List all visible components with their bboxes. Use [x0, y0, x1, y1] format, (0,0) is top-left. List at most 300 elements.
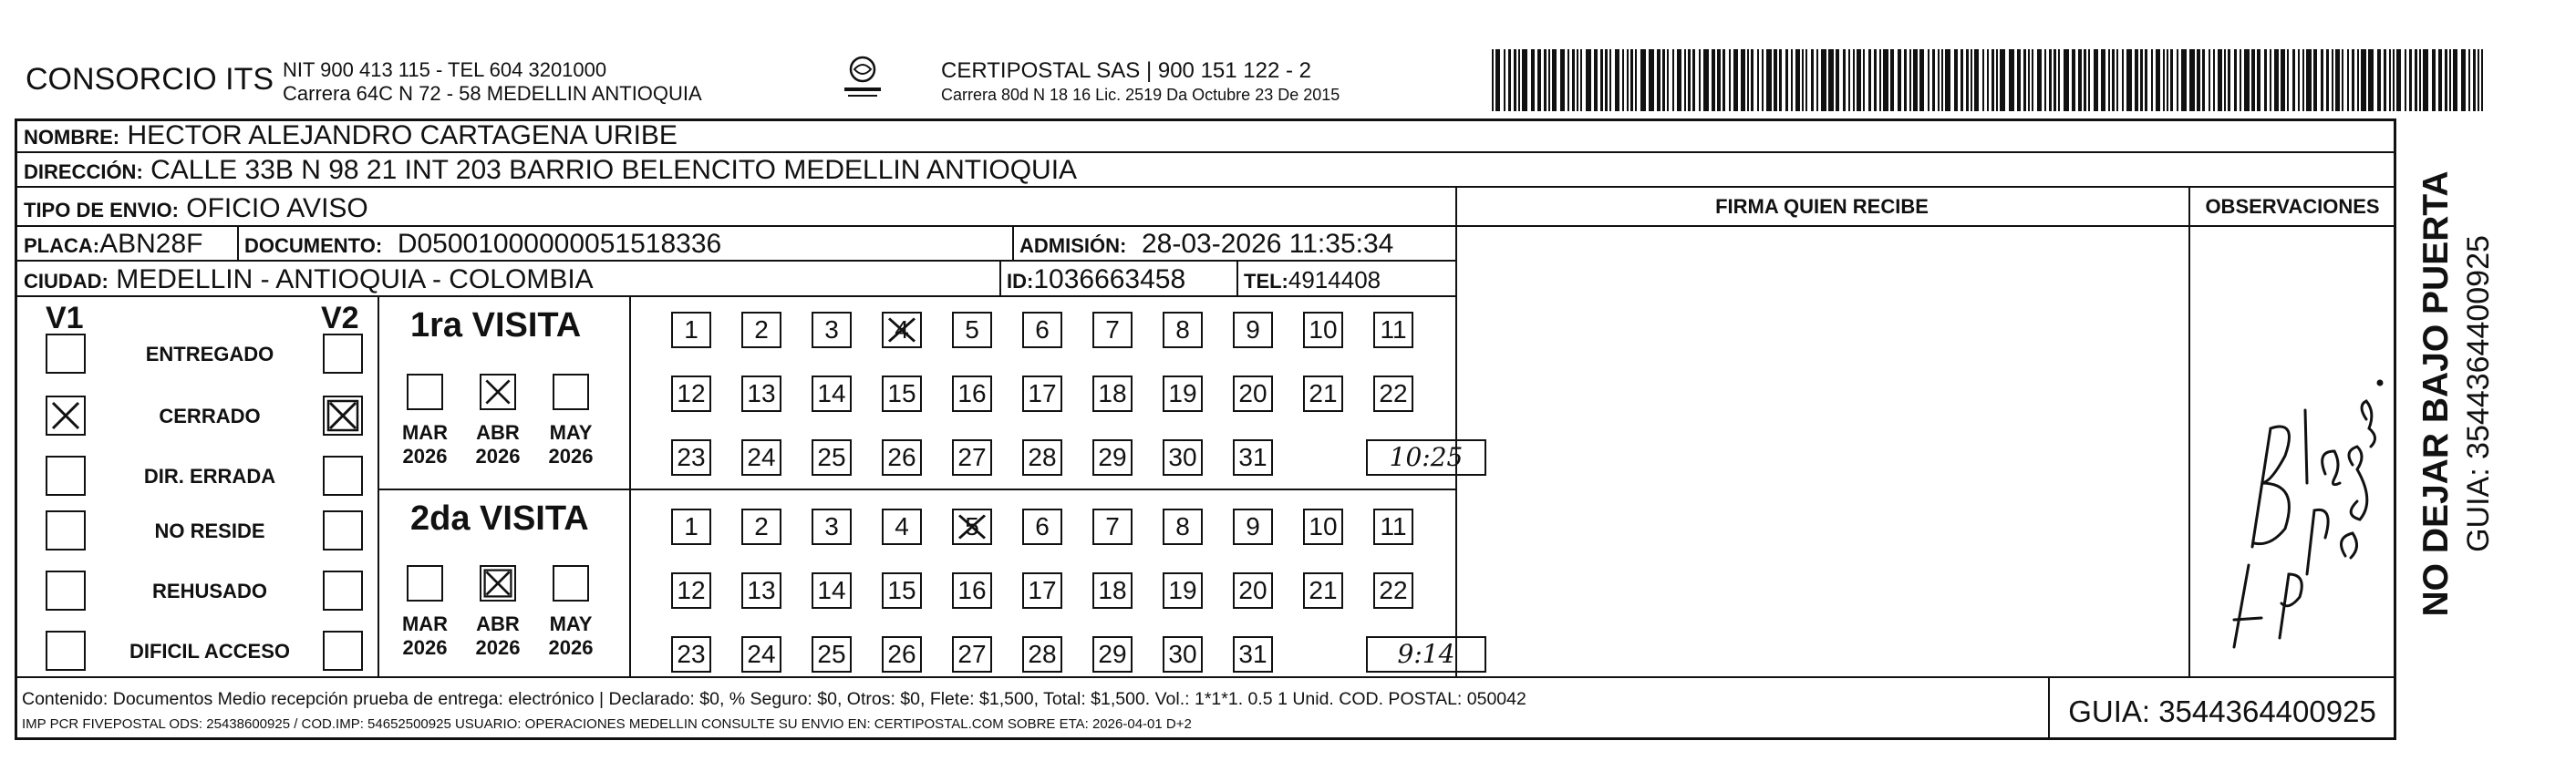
status-label: DIFICIL ACCESO [129, 640, 290, 663]
barcode-bar [2335, 49, 2340, 111]
v1-label: V1 [46, 301, 84, 335]
day-box[interactable]: 7 [1092, 312, 1133, 348]
barcode-bar [2140, 49, 2143, 111]
barcode-bar [2468, 49, 2470, 111]
barcode-bar [1605, 49, 1608, 111]
barcode-bar [1495, 49, 1500, 111]
day-box[interactable]: 11 [1373, 312, 1413, 348]
v2-status-checkbox[interactable] [323, 631, 363, 671]
admission-row [1019, 229, 1393, 260]
barcode-bar [1552, 49, 1557, 111]
day-box[interactable]: 18 [1092, 572, 1133, 609]
barcode-bar [2257, 49, 2260, 111]
barcode-bar [1677, 49, 1681, 111]
barcode-bar [2432, 49, 2436, 111]
barcode-bar [2218, 49, 2222, 111]
barcode-bar [1795, 49, 1800, 111]
day-box[interactable]: 21 [1303, 376, 1343, 412]
barcode-bar [2167, 49, 2168, 111]
shipment-type: OFICIO AVISO [186, 193, 368, 223]
check-mark-icon [954, 510, 990, 543]
day-box[interactable]: 27 [952, 439, 992, 476]
day-box[interactable]: 3 [812, 509, 852, 545]
carrier-license: Carrera 80d N 18 16 Lic. 2519 Da Octubre 23 De 2015 [941, 86, 1340, 104]
day-box[interactable]: 9 [1233, 509, 1273, 545]
barcode-bar [1544, 49, 1547, 111]
barcode-bar [1928, 49, 1929, 111]
day-box[interactable]: 24 [741, 636, 781, 673]
day-box[interactable]: 17 [1022, 572, 1062, 609]
barcode-bar [1514, 49, 1516, 111]
month-checkbox[interactable] [553, 374, 589, 410]
barcode-bar [2352, 49, 2354, 111]
day-box[interactable]: 5 [952, 509, 992, 545]
day-box[interactable]: 16 [952, 572, 992, 609]
barcode-bar [2473, 49, 2476, 111]
barcode-bar [1688, 49, 1691, 111]
barcode-bar [1863, 49, 1865, 111]
day-box[interactable]: 6 [1022, 312, 1062, 348]
barcode-bar [1600, 49, 1603, 111]
v2-status-checkbox[interactable] [323, 396, 363, 436]
first-visit-title: 1ra VISITA [410, 306, 582, 345]
barcode-bar [1747, 49, 1749, 111]
barcode-bar [2017, 49, 2021, 111]
month-name: MAR [401, 421, 449, 444]
day-box[interactable]: 6 [1022, 509, 1062, 545]
day-box[interactable]: 10 [1303, 509, 1343, 545]
barcode-bar [2064, 49, 2069, 111]
name-row [24, 120, 678, 151]
barcode-bar [1890, 49, 1894, 111]
barcode-bar [1733, 49, 1738, 111]
barcode-bar [1699, 49, 1701, 111]
barcode-bar [1874, 49, 1877, 111]
barcode-bar [2384, 49, 2386, 111]
day-box[interactable]: 13 [741, 572, 781, 609]
barcode-bar [1938, 49, 1940, 111]
barcode-bar [2326, 49, 2329, 111]
day-box[interactable]: 31 [1233, 636, 1273, 673]
day-box[interactable]: 9 [1233, 312, 1273, 348]
tel-label: TEL: [1244, 270, 1288, 293]
barcode-bar [1657, 49, 1660, 111]
barcode-bar [2244, 49, 2250, 111]
admission-value: 28-03-2026 11:35:34 [1142, 229, 1394, 259]
barcode-bar [2302, 49, 2304, 111]
barcode-bar [1504, 49, 1505, 111]
barcode-bar [2415, 49, 2417, 111]
barcode-bar [1630, 49, 1633, 111]
barcode-bar [1723, 49, 1725, 111]
day-box[interactable]: 8 [1163, 509, 1203, 545]
barcode-bar [2151, 49, 2153, 111]
barcode-bar [2108, 49, 2110, 111]
barcode-bar [1703, 49, 1709, 111]
admission-label: ADMISIÓN: [1019, 234, 1127, 257]
check-mark-icon [481, 376, 514, 408]
barcode-bar [1684, 49, 1686, 111]
barcode-bar [1805, 49, 1807, 111]
barcode-bar [1640, 49, 1646, 111]
barcode-bar [2037, 49, 2042, 111]
barcode-bar [2292, 49, 2295, 111]
day-box[interactable]: 28 [1022, 636, 1062, 673]
barcode-bar [2197, 49, 2200, 111]
day-box[interactable]: 29 [1092, 439, 1133, 476]
day-box[interactable]: 19 [1163, 572, 1203, 609]
v1-status-checkbox[interactable] [46, 396, 86, 436]
day-box[interactable]: 11 [1373, 509, 1413, 545]
v1-status-checkbox[interactable] [46, 571, 86, 611]
barcode-bar [2181, 49, 2187, 111]
barcode-bar [2135, 49, 2138, 111]
tel-row [1244, 266, 1381, 294]
barcode-bar [2116, 49, 2118, 111]
id-row [1007, 264, 1185, 295]
id-label: ID: [1007, 270, 1034, 293]
barcode-bar [1531, 49, 1535, 111]
status-label: DIR. ERRADA [143, 465, 276, 488]
month-label [464, 612, 532, 660]
day-box[interactable]: 4 [882, 312, 922, 348]
barcode-bar [2234, 49, 2237, 111]
day-box[interactable]: 19 [1163, 376, 1203, 412]
barcode-bar [2377, 49, 2381, 111]
barcode-bar [2298, 49, 2300, 111]
observations-label: OBSERVACIONES [2205, 195, 2380, 218]
barcode-bar [1492, 49, 1494, 111]
barcode-bar [1913, 49, 1918, 111]
check-mark-icon [481, 567, 514, 600]
day-box[interactable]: 21 [1303, 572, 1343, 609]
barcode-bar [2481, 49, 2483, 111]
type-label: TIPO DE ENVIO: [24, 199, 179, 221]
barcode-bar [1560, 49, 1565, 111]
day-box[interactable]: 2 [741, 509, 781, 545]
v1-status-checkbox[interactable] [46, 334, 86, 374]
barcode-bar [2478, 49, 2479, 111]
barcode-bar [2306, 49, 2312, 111]
barcode-bar [1667, 49, 1669, 111]
barcode-bar [2438, 49, 2442, 111]
carrier-name: CERTIPOSTAL SAS | 900 151 122 - 2 [941, 58, 1311, 83]
second-visit-title: 2da VISITA [410, 499, 589, 538]
v2-status-checkbox[interactable] [323, 456, 363, 496]
barcode-bar [2264, 49, 2267, 111]
barcode-bar [1712, 49, 1715, 111]
day-box[interactable]: 26 [882, 439, 922, 476]
barcode-bar [1816, 49, 1818, 111]
month-checkbox[interactable] [480, 374, 516, 410]
barcode-bar [1729, 49, 1731, 111]
barcode-bar [2357, 49, 2359, 111]
barcode-bar [1982, 49, 1984, 111]
month-checkbox[interactable] [407, 374, 443, 410]
barcode-bar [1898, 49, 1901, 111]
barcode-bar [2321, 49, 2323, 111]
barcode-bar [2088, 49, 2090, 111]
barcode-bar [1883, 49, 1888, 111]
month-checkbox[interactable] [553, 565, 589, 602]
v1-status-checkbox[interactable] [46, 631, 86, 671]
day-box[interactable]: 14 [812, 376, 852, 412]
barcode-bar [2209, 49, 2210, 111]
barcode-bar [1974, 49, 1979, 111]
barcode-bar [2058, 49, 2060, 111]
month-year: 2026 [402, 636, 448, 659]
barcode-bar [1580, 49, 1582, 111]
barcode-bar [1672, 49, 1674, 111]
month-year: 2026 [548, 636, 594, 659]
barcode-bar [2156, 49, 2160, 111]
barcode-bar [1774, 49, 1777, 111]
barcode-bar [2094, 49, 2098, 111]
day-box[interactable]: 30 [1163, 636, 1203, 673]
check-mark-icon [47, 397, 84, 434]
barcode-bar [1577, 49, 1578, 111]
day-box[interactable]: 22 [1373, 376, 1413, 412]
barcode-bar [2423, 49, 2428, 111]
barcode-bar [1537, 49, 1541, 111]
day-box[interactable]: 8 [1163, 312, 1203, 348]
barcode-bar [2054, 49, 2056, 111]
barcode-bar [2000, 49, 2005, 111]
address-row [24, 155, 1077, 186]
barcode-bar [2313, 49, 2317, 111]
barcode-bar [2170, 49, 2173, 111]
month-checkbox[interactable] [407, 565, 443, 602]
day-box[interactable]: 2 [741, 312, 781, 348]
barcode-bar [1717, 49, 1721, 111]
city-row [24, 264, 594, 295]
day-box[interactable]: 1 [671, 509, 711, 545]
barcode-bar [2461, 49, 2466, 111]
barcode-bar [1791, 49, 1793, 111]
day-box[interactable]: 1 [671, 312, 711, 348]
observations-handwriting [2198, 346, 2389, 656]
barcode-bar [1954, 49, 1958, 111]
barcode-bar [2072, 49, 2075, 111]
day-box[interactable]: 17 [1022, 376, 1062, 412]
day-box[interactable]: 13 [741, 376, 781, 412]
day-box[interactable]: 22 [1373, 572, 1413, 609]
barcode-bar [1996, 49, 1998, 111]
recipient-address: CALLE 33B N 98 21 INT 203 BARRIO BELENCITO MEDELLIN ANTIOQUIA [150, 155, 1078, 185]
barcode-bar [2287, 49, 2289, 111]
city-label: CIUDAD: [24, 270, 109, 293]
barcode-bar [2023, 49, 2026, 111]
month-year: 2026 [402, 445, 448, 468]
barcode-bar [1572, 49, 1575, 111]
day-box[interactable]: 25 [812, 636, 852, 673]
status-label: NO RESIDE [154, 520, 265, 542]
barcode-bar [2393, 49, 2395, 111]
barcode-bar [1586, 49, 1591, 111]
barcode-bar [1779, 49, 1782, 111]
v2-label: V2 [321, 301, 359, 335]
barcode-bar [2112, 49, 2115, 111]
barcode-bar [1932, 49, 1935, 111]
day-box[interactable]: 20 [1233, 572, 1273, 609]
barcode-bar [1879, 49, 1881, 111]
day-box[interactable]: 5 [952, 312, 992, 348]
barcode-bar [2126, 49, 2132, 111]
id-value: 1036663458 [1033, 264, 1186, 294]
plate-value: ABN28F [99, 229, 203, 259]
footer-guia: GUIA: 3544364400925 [2068, 695, 2376, 728]
barcode-bar [2419, 49, 2421, 111]
v2-status-checkbox[interactable] [323, 510, 363, 550]
recipient-name: HECTOR ALEJANDRO CARTAGENA URIBE [127, 120, 678, 150]
barcode-bar [2251, 49, 2255, 111]
v1-status-checkbox[interactable] [46, 456, 86, 496]
sender-name: CONSORCIO ITS [26, 62, 274, 97]
document-value: D05001000000051518336 [397, 229, 722, 259]
barcode-bar [1518, 49, 1520, 111]
day-box[interactable]: 15 [882, 376, 922, 412]
barcode-bar [1649, 49, 1654, 111]
day-box[interactable]: 15 [882, 572, 922, 609]
status-label: ENTREGADO [145, 343, 274, 365]
day-box[interactable]: 25 [812, 439, 852, 476]
barcode-bar [2240, 49, 2241, 111]
month-name: ABR [476, 421, 520, 444]
barcode-bar [1762, 49, 1764, 111]
day-box[interactable]: 12 [671, 376, 711, 412]
month-label [464, 421, 532, 468]
day-box[interactable]: 23 [671, 636, 711, 673]
day-box[interactable]: 28 [1022, 439, 1062, 476]
barcode-bar [1785, 49, 1788, 111]
barcode-bar [2347, 49, 2349, 111]
month-year: 2026 [475, 445, 521, 468]
sender-nit: NIT 900 413 115 - TEL 604 3201000 [283, 58, 607, 81]
barcode-bar [1960, 49, 1963, 111]
barcode-bar [2453, 49, 2457, 111]
sender-address: Carrera 64C N 72 - 58 MEDELLIN ANTIOQUIA [283, 82, 702, 105]
barcode-bar [2177, 49, 2178, 111]
plate-row [24, 229, 203, 260]
month-name: ABR [476, 612, 520, 635]
barcode-bar [2122, 49, 2124, 111]
barcode-bar [2009, 49, 2014, 111]
name-label: NOMBRE: [24, 126, 120, 149]
barcode-bar [1966, 49, 1969, 111]
barcode-bar [2281, 49, 2285, 111]
day-box[interactable]: 27 [952, 636, 992, 673]
barcode-bar [2409, 49, 2412, 111]
barcode-bar [1594, 49, 1598, 111]
day-box[interactable]: 16 [952, 376, 992, 412]
day-box[interactable]: 20 [1233, 376, 1273, 412]
barcode-bar [1848, 49, 1850, 111]
barcode-bar [2028, 49, 2030, 111]
barcode-bar [1609, 49, 1611, 111]
barcode-bar [2049, 49, 2052, 111]
month-label [391, 421, 459, 468]
barcode [1492, 49, 2486, 111]
barcode-bar [2389, 49, 2391, 111]
barcode-bar [2361, 49, 2366, 111]
barcode-bar [1627, 49, 1629, 111]
barcode-bar [1766, 49, 1772, 111]
barcode-bar [1941, 49, 1943, 111]
month-year: 2026 [548, 445, 594, 468]
barcode-bar [2145, 49, 2147, 111]
day-box[interactable]: 3 [812, 312, 852, 348]
barcode-bar [2202, 49, 2205, 111]
day-box[interactable]: 26 [882, 636, 922, 673]
barcode-bar [1622, 49, 1624, 111]
day-box[interactable]: 29 [1092, 636, 1133, 673]
v2-status-checkbox[interactable] [323, 334, 363, 374]
day-box[interactable]: 14 [812, 572, 852, 609]
visit-time-box[interactable]: 10:25 [1366, 439, 1486, 476]
barcode-bar [1757, 49, 1759, 111]
barcode-bar [1991, 49, 1994, 111]
barcode-bar [2084, 49, 2086, 111]
barcode-bar [1615, 49, 1619, 111]
barcode-bar [2445, 49, 2447, 111]
barcode-bar [1828, 49, 1834, 111]
barcode-bar [1836, 49, 1839, 111]
day-box[interactable]: 7 [1092, 509, 1133, 545]
barcode-bar [2342, 49, 2343, 111]
barcode-bar [1821, 49, 1826, 111]
v2-status-checkbox[interactable] [323, 571, 363, 611]
footer-contents: Contenido: Documentos Medio recepción prueba de entrega: electrónico | Declarado: $0, % Seguro: $0, Otros: $0, Flete: $1,500, Total: $1,500. Vol.: 1*1*1. 0.5 1 Unid. COD. POSTAL: 050042 [22, 689, 1526, 709]
document-row [244, 229, 721, 260]
month-label [391, 612, 459, 660]
month-name: MAY [549, 421, 593, 444]
plate-label: PLACA: [24, 234, 100, 257]
barcode-bar [1508, 49, 1511, 111]
barcode-bar [2270, 49, 2271, 111]
day-box[interactable]: 31 [1233, 439, 1273, 476]
day-box[interactable]: 12 [671, 572, 711, 609]
day-box[interactable]: 23 [671, 439, 711, 476]
v1-status-checkbox[interactable] [46, 510, 86, 550]
barcode-bar [1548, 49, 1550, 111]
barcode-bar [1987, 49, 1989, 111]
side-guia: GUIA: 3544364400925 [2461, 235, 2496, 552]
barcode-bar [2078, 49, 2082, 111]
check-mark-icon [325, 397, 361, 434]
barcode-bar [2368, 49, 2374, 111]
barcode-bar [1868, 49, 1871, 111]
check-mark-icon [884, 314, 920, 346]
signature-label: FIRMA QUIEN RECIBE [1715, 195, 1929, 218]
barcode-bar [1741, 49, 1745, 111]
day-box[interactable]: 24 [741, 439, 781, 476]
day-box[interactable]: 30 [1163, 439, 1203, 476]
barcode-bar [2405, 49, 2406, 111]
barcode-bar [1567, 49, 1569, 111]
day-box[interactable]: 4 [882, 509, 922, 545]
day-box[interactable]: 10 [1303, 312, 1343, 348]
barcode-bar [2449, 49, 2451, 111]
visit-time-box[interactable]: 9:14 [1366, 636, 1486, 673]
barcode-bar [1857, 49, 1861, 111]
barcode-bar [1811, 49, 1814, 111]
barcode-bar [1802, 49, 1804, 111]
barcode-bar [1853, 49, 1855, 111]
day-box[interactable]: 18 [1092, 376, 1133, 412]
month-checkbox[interactable] [480, 565, 516, 602]
barcode-bar [2032, 49, 2033, 111]
city-value: MEDELLIN - ANTIOQUIA - COLOMBIA [116, 264, 594, 294]
